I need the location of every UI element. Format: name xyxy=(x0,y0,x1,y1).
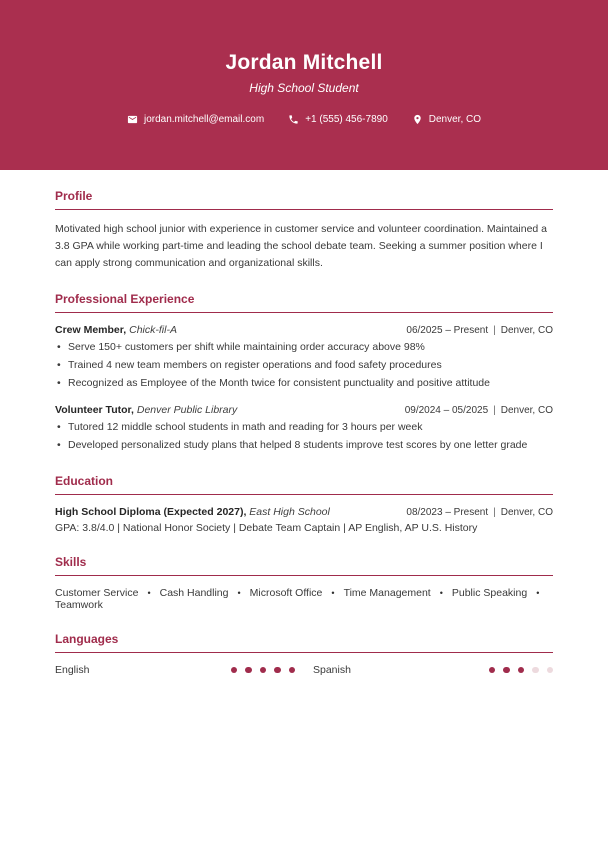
job-location: Denver, CO xyxy=(500,325,553,337)
contact-email-text: jordan.mitchell@email.com xyxy=(143,114,265,126)
skill-separator: • xyxy=(147,587,151,598)
job-entry xyxy=(55,404,553,453)
education-degree: High School Diploma (Expected 2027), xyxy=(55,505,247,518)
contact-row xyxy=(0,114,608,125)
skill-item: Cash Handling xyxy=(159,586,229,599)
meta-separator: | xyxy=(493,506,496,518)
section-profile xyxy=(55,189,553,271)
language-level xyxy=(231,667,296,674)
job-bullets xyxy=(55,340,553,391)
language-level-dot xyxy=(547,667,554,674)
skill-separator: • xyxy=(331,587,335,598)
candidate-title: High School Student xyxy=(249,81,359,96)
skill-item: Teamwork xyxy=(55,598,103,611)
section-heading-languages: Languages xyxy=(55,632,553,653)
language-name: Spanish xyxy=(313,663,351,676)
language-level-dot xyxy=(260,667,267,674)
education-dates: 08/2023 – Present xyxy=(406,506,489,518)
job-head xyxy=(55,324,553,336)
education-details: GPA: 3.8/4.0 | National Honor Society | Debate Team Captain | AP English, AP U.S. History xyxy=(55,521,478,534)
skills-list xyxy=(55,587,553,611)
job-location: Denver, CO xyxy=(500,405,553,417)
section-experience xyxy=(55,292,553,453)
phone-icon xyxy=(288,114,299,125)
job-title xyxy=(55,404,237,416)
language-name: English xyxy=(55,663,90,676)
contact-location xyxy=(412,114,481,125)
contact-email xyxy=(127,114,264,125)
language-level-dot xyxy=(274,667,281,674)
job-company: Denver Public Library xyxy=(136,404,238,417)
language-level-dot xyxy=(532,667,539,674)
resume-body xyxy=(0,170,608,676)
skill-item: Customer Service xyxy=(55,586,139,599)
language-level-dot xyxy=(245,667,252,674)
language-item xyxy=(55,664,295,676)
section-languages xyxy=(55,632,553,676)
job-role: Crew Member, xyxy=(55,324,127,337)
language-level-dot xyxy=(231,667,238,674)
skill-separator: • xyxy=(536,587,540,598)
education-school: East High School xyxy=(249,505,330,518)
email-icon xyxy=(127,114,138,125)
resume-header xyxy=(0,0,608,170)
job-head xyxy=(55,404,553,416)
job-dates: 09/2024 – 05/2025 xyxy=(404,405,489,417)
language-item xyxy=(313,664,553,676)
profile-text: Motivated high school junior with experience in customer service and volunteer coordination. Maintained a 3.8 GPA while working part-time and leading the school debate team. Seeking a summer position where I can apply strong communication and organizational skills. xyxy=(55,223,548,269)
skill-item: Microsoft Office xyxy=(249,586,323,599)
job-title xyxy=(55,324,177,336)
education-head xyxy=(55,506,553,518)
language-level-dot xyxy=(503,667,510,674)
job-company: Chick-fil-A xyxy=(129,324,177,337)
skill-separator: • xyxy=(439,587,443,598)
meta-separator: | xyxy=(493,325,496,337)
job-role: Volunteer Tutor, xyxy=(55,404,134,417)
job-bullet: • Recognized as Employee of the Month twice for consistent punctuality and positive attitude xyxy=(55,376,553,391)
language-level-dot xyxy=(489,667,496,674)
job-entry xyxy=(55,324,553,391)
meta-separator: | xyxy=(493,405,496,417)
education-meta xyxy=(406,507,553,518)
location-pin-icon xyxy=(412,114,423,125)
section-heading-education: Education xyxy=(55,474,553,495)
contact-location-text: Denver, CO xyxy=(428,114,482,126)
education-title xyxy=(55,506,330,518)
section-heading-experience: Professional Experience xyxy=(55,292,553,313)
job-dates: 06/2025 – Present xyxy=(406,325,489,337)
skill-item: Public Speaking xyxy=(451,586,528,599)
job-bullet: • Developed personalized study plans that helped 8 students improve test scores by one letter grade xyxy=(55,438,553,453)
section-heading-profile: Profile xyxy=(55,189,553,210)
job-bullet: • Serve 150+ customers per shift while maintaining order accuracy above 98% xyxy=(55,340,553,355)
education-location: Denver, CO xyxy=(500,506,553,518)
job-bullets xyxy=(55,420,553,453)
job-meta xyxy=(405,405,553,416)
contact-phone xyxy=(288,114,388,125)
job-bullet: • Tutored 12 middle school students in math and reading for 3 hours per week xyxy=(55,420,553,435)
language-level-dot xyxy=(289,667,296,674)
skill-item: Time Management xyxy=(343,586,431,599)
job-bullet: • Trained 4 new team members on register operations and food safety procedures xyxy=(55,358,553,373)
language-level-dot xyxy=(518,667,525,674)
section-skills xyxy=(55,555,553,611)
job-meta xyxy=(406,325,553,336)
education-entry xyxy=(55,506,553,534)
language-level xyxy=(489,667,554,674)
languages-list xyxy=(55,664,553,676)
candidate-name: Jordan Mitchell xyxy=(225,51,383,74)
contact-phone-text: +1 (555) 456-7890 xyxy=(305,114,388,126)
section-education xyxy=(55,474,553,534)
skill-separator: • xyxy=(237,587,241,598)
section-heading-skills: Skills xyxy=(55,555,553,576)
